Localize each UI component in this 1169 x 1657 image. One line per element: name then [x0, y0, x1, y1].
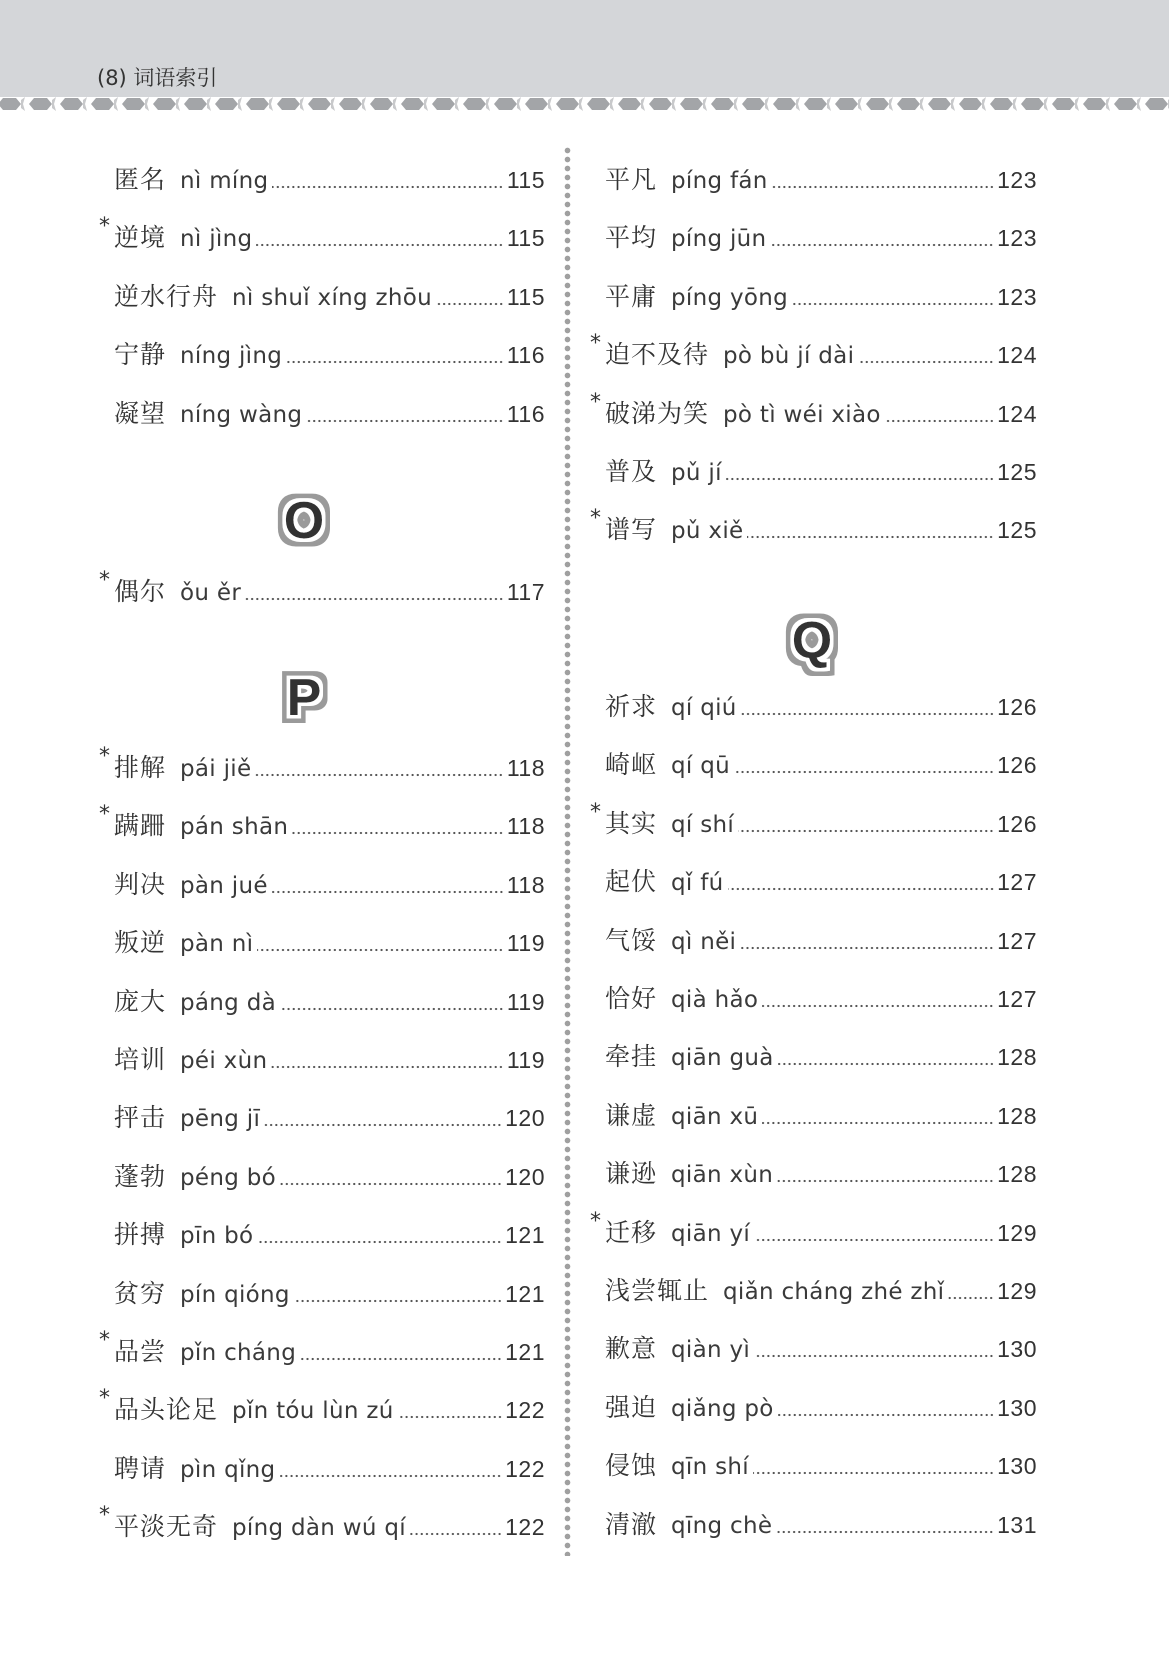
index-entry [114, 1157, 545, 1197]
dot-leader [740, 945, 994, 951]
index-entry [605, 1388, 1037, 1428]
entry-pinyin: páng dà [180, 989, 276, 1016]
section-letter: O [283, 492, 325, 550]
entry-page-number: 121 [505, 1222, 545, 1249]
index-entry [605, 452, 1037, 492]
index-entry [605, 160, 1037, 200]
entry-word: 偶尔 [114, 577, 167, 606]
entry-page-number: 119 [506, 930, 545, 957]
index-entry [114, 982, 545, 1022]
entry-word: 祈求 [605, 692, 658, 721]
dot-leader [792, 301, 994, 307]
entry-word: 贫穷 [114, 1278, 167, 1308]
entry-pinyin: pín qióng [180, 1281, 290, 1308]
entry-pinyin: qí shí [671, 811, 735, 838]
entry-pinyin: qià hǎo [671, 987, 759, 1013]
entry-word: 强迫 [605, 1392, 658, 1422]
entry-page-number: 126 [997, 752, 1037, 779]
entry-pinyin: qí qiú [671, 695, 737, 721]
entry-pinyin: pàn nì [180, 931, 254, 958]
entry-page-number: 122 [505, 1455, 545, 1482]
entry-page-number: 128 [997, 1161, 1037, 1188]
entry-word: 迫不及待 [605, 340, 710, 370]
index-entry [114, 865, 545, 905]
index-entry [114, 1040, 545, 1080]
entry-word: 凝望 [114, 398, 167, 428]
index-entry [114, 394, 545, 434]
entry-pinyin: níng wàng [180, 401, 303, 428]
entry-pinyin: qiān xū [671, 1103, 759, 1130]
asterisk-mark: * [590, 389, 601, 415]
index-entry [114, 277, 545, 317]
entry-pinyin: qiān guà [671, 1045, 774, 1072]
entry-page-number: 120 [505, 1105, 545, 1132]
entry-pinyin: pìn qǐng [180, 1456, 276, 1483]
dot-leader [885, 418, 994, 424]
entry-pinyin: pán shān [180, 814, 289, 841]
entry-pinyin: qí qū [671, 753, 730, 780]
index-column-right [590, 0, 1037, 1657]
dot-leader [292, 830, 504, 836]
dot-leader [300, 1356, 502, 1362]
index-entry [99, 744, 545, 788]
entry-pinyin: péng bó [180, 1164, 277, 1191]
index-entry [590, 799, 1037, 844]
entry-page-number: 124 [997, 400, 1037, 427]
entry-page-number: 123 [997, 283, 1037, 310]
entry-pinyin: nì jìng [180, 226, 253, 253]
entry-page-number: 121 [505, 1339, 545, 1365]
dot-leader [762, 1003, 994, 1009]
index-entry [114, 1098, 545, 1138]
entry-word: 拼搏 [114, 1220, 167, 1250]
asterisk-mark: * [99, 214, 110, 240]
entry-word: 平淡无奇 [114, 1512, 219, 1542]
entry-page-number: 116 [506, 342, 545, 369]
entry-word: 谱写 [605, 515, 658, 545]
dot-leader [753, 1470, 994, 1476]
entry-pinyin: píng dàn wú qí [232, 1515, 406, 1542]
index-entry [114, 1215, 545, 1255]
dot-leader [738, 828, 994, 834]
column-divider [564, 146, 571, 1556]
entry-word: 气馁 [605, 925, 658, 955]
entry-word: 迁移 [605, 1217, 658, 1247]
entry-page-number: 126 [997, 694, 1037, 720]
dot-leader [948, 1295, 994, 1301]
dot-leader [747, 534, 994, 540]
asterisk-mark: * [590, 799, 601, 825]
entry-pinyin: qǐ fú [671, 870, 724, 897]
index-entry [605, 687, 1037, 727]
asterisk-mark: * [590, 506, 601, 532]
entry-page-number: 123 [997, 167, 1037, 193]
dot-leader [777, 1178, 994, 1184]
index-entry [99, 1503, 545, 1547]
entry-page-number: 128 [997, 1102, 1037, 1129]
entry-word: 浅尝辄止 [605, 1276, 710, 1305]
index-entry [605, 277, 1037, 317]
entry-page-number: 115 [506, 283, 545, 310]
entry-word: 平均 [605, 223, 658, 253]
entry-word: 匿名 [114, 165, 167, 194]
dot-leader [279, 1473, 502, 1479]
dot-leader [762, 1120, 994, 1126]
entry-pinyin: qiān yí [671, 1220, 751, 1247]
entry-word: 蓬勃 [114, 1161, 167, 1191]
index-column-left [99, 0, 545, 1657]
entry-page-number: 119 [506, 1047, 545, 1073]
entry-word: 牵挂 [605, 1042, 658, 1072]
entry-word: 普及 [605, 457, 658, 486]
dot-leader [294, 1298, 502, 1304]
entry-page-number: 125 [997, 517, 1037, 544]
entry-pinyin: qì něi [671, 928, 737, 955]
index-entry [99, 1328, 545, 1372]
entry-page-number: 130 [997, 1394, 1037, 1421]
entry-word: 平庸 [605, 281, 658, 311]
dot-leader [410, 1531, 502, 1537]
index-entry [590, 506, 1037, 550]
index-entry [605, 1329, 1037, 1369]
asterisk-mark: * [99, 1503, 110, 1529]
asterisk-mark: * [99, 744, 110, 769]
entry-pinyin: qiǎng pò [671, 1395, 774, 1422]
entry-pinyin: péi xùn [180, 1048, 268, 1074]
asterisk-mark: * [99, 802, 110, 828]
asterisk-mark: * [590, 331, 601, 357]
header-title: (8) 词语索引 [97, 66, 218, 90]
dot-leader [245, 596, 504, 602]
entry-pinyin: pò bù jí dài [723, 343, 855, 370]
entry-pinyin: qiān xùn [671, 1162, 774, 1189]
entry-page-number: 127 [997, 986, 1037, 1012]
entry-page-number: 122 [505, 1397, 545, 1424]
index-entry [605, 218, 1037, 258]
index-entry [605, 1037, 1037, 1077]
entry-pinyin: qiǎn cháng zhé zhǐ [723, 1279, 945, 1305]
entry-page-number: 117 [506, 579, 545, 605]
asterisk-mark: * [99, 1386, 110, 1412]
dot-leader [754, 1353, 994, 1359]
dot-leader [728, 886, 995, 892]
entry-page-number: 116 [506, 400, 545, 427]
entry-page-number: 130 [997, 1453, 1037, 1480]
entry-pinyin: pái jiě [180, 756, 252, 782]
dot-leader [272, 184, 503, 190]
entry-word: 逆水行舟 [114, 281, 219, 311]
entry-word: 其实 [605, 808, 658, 838]
dot-leader [255, 772, 503, 778]
entry-pinyin: níng jìng [180, 343, 283, 370]
asterisk-mark: * [99, 1328, 110, 1353]
entry-page-number: 115 [506, 167, 545, 193]
entry-page-number: 115 [506, 225, 545, 252]
section-letter-badge [264, 480, 344, 560]
index-entry [605, 1096, 1037, 1136]
index-entry [605, 862, 1037, 902]
index-entry [605, 745, 1037, 785]
index-entry [99, 214, 545, 258]
dot-leader [436, 301, 504, 307]
entry-word: 谦虚 [605, 1100, 658, 1130]
entry-page-number: 126 [997, 810, 1037, 837]
entry-page-number: 125 [997, 459, 1037, 485]
asterisk-mark: * [590, 1208, 601, 1234]
entry-word: 平凡 [605, 165, 658, 194]
dot-leader [741, 711, 994, 717]
dot-leader [306, 418, 504, 424]
entry-page-number: 128 [997, 1044, 1037, 1071]
dot-leader [778, 1412, 994, 1418]
entry-page-number: 123 [997, 225, 1037, 252]
entry-pinyin: qīn shí [671, 1454, 749, 1481]
entry-page-number: 121 [505, 1280, 545, 1307]
dot-leader [858, 359, 994, 365]
entry-pinyin: pǐn cháng [180, 1340, 297, 1366]
section-letter-badge [264, 657, 344, 737]
entry-pinyin: píng jūn [671, 226, 767, 253]
entry-page-number: 122 [505, 1514, 545, 1541]
entry-word: 破涕为笑 [605, 398, 710, 428]
entry-word: 起伏 [605, 867, 658, 897]
dot-leader [286, 359, 504, 365]
entry-word: 谦逊 [605, 1159, 658, 1189]
dot-leader [754, 1237, 994, 1243]
entry-pinyin: pǐn tóu lùn zú [232, 1398, 394, 1425]
entry-page-number: 127 [997, 869, 1037, 896]
entry-page-number: 124 [997, 342, 1037, 369]
entry-word: 排解 [114, 753, 167, 782]
entry-word: 清澈 [605, 1509, 658, 1539]
entry-word: 判决 [114, 869, 167, 899]
section-letter-badge [772, 600, 852, 680]
index-entry [114, 1449, 545, 1489]
index-entry [99, 568, 545, 612]
asterisk-mark: * [99, 568, 110, 593]
entry-pinyin: pēng jī [180, 1106, 261, 1133]
entry-pinyin: qiàn yì [671, 1337, 751, 1364]
entry-word: 宁静 [114, 340, 167, 370]
entry-pinyin: pǔ jí [671, 460, 722, 486]
index-entry [605, 1271, 1037, 1311]
index-entry [590, 331, 1037, 375]
entry-page-number: 118 [506, 813, 545, 840]
entry-page-number: 129 [997, 1219, 1037, 1246]
entry-pinyin: qīng chè [671, 1512, 773, 1539]
dot-leader [776, 1529, 994, 1535]
index-entry [605, 1154, 1037, 1194]
dot-leader [272, 889, 504, 895]
entry-word: 培训 [114, 1045, 167, 1074]
entry-pinyin: pàn jué [180, 872, 268, 899]
index-entry [114, 160, 545, 200]
entry-page-number: 119 [506, 988, 545, 1015]
index-entry [99, 802, 545, 846]
entry-page-number: 129 [997, 1278, 1037, 1304]
entry-page-number: 130 [997, 1336, 1037, 1363]
entry-word: 恰好 [605, 984, 658, 1013]
dot-leader [264, 1122, 502, 1128]
entry-pinyin: nì shuǐ xíng zhōu [232, 284, 433, 311]
index-entry [590, 1208, 1037, 1253]
entry-word: 品头论足 [114, 1395, 219, 1425]
dot-leader [398, 1414, 503, 1420]
dot-leader [778, 1061, 994, 1067]
dot-leader [257, 947, 503, 953]
entry-word: 抨击 [114, 1103, 167, 1133]
entry-pinyin: pīn bó [180, 1223, 254, 1250]
entry-pinyin: píng yōng [671, 284, 789, 311]
index-entry [114, 1274, 545, 1314]
entry-word: 蹒跚 [114, 811, 167, 841]
dot-leader [280, 1181, 502, 1187]
entry-pinyin: nì míng [180, 168, 269, 194]
entry-word: 聘请 [114, 1453, 167, 1483]
index-entry [114, 923, 545, 963]
dot-leader [280, 1006, 504, 1012]
entry-pinyin: pò tì wéi xiào [723, 401, 881, 428]
index-entry [605, 979, 1037, 1019]
index-entry [590, 389, 1037, 434]
entry-word: 叛逆 [114, 928, 167, 958]
entry-page-number: 118 [506, 755, 545, 781]
dot-leader [726, 476, 994, 482]
entry-page-number: 118 [506, 871, 545, 898]
entry-word: 歉意 [605, 1334, 658, 1364]
entry-pinyin: píng fán [671, 168, 768, 194]
entry-word: 庞大 [114, 986, 167, 1016]
entry-pinyin: pǔ xiě [671, 518, 744, 545]
dot-leader [772, 184, 994, 190]
dot-leader [257, 1239, 502, 1245]
entry-page-number: 127 [997, 927, 1037, 954]
index-entry [605, 1505, 1037, 1545]
index-entry [605, 1446, 1037, 1486]
index-entry [114, 335, 545, 375]
entry-word: 逆境 [114, 223, 167, 253]
entry-word: 侵蚀 [605, 1451, 658, 1481]
dot-leader [734, 769, 994, 775]
section-letter: Q [791, 612, 833, 670]
section-letter: P [286, 669, 322, 727]
dot-leader [256, 242, 503, 248]
entry-word: 崎岖 [605, 750, 658, 780]
index-entry [99, 1386, 545, 1430]
entry-page-number: 131 [997, 1511, 1037, 1538]
entry-pinyin: ǒu ěr [180, 580, 242, 606]
entry-word: 品尝 [114, 1337, 167, 1366]
entry-page-number: 120 [505, 1163, 545, 1190]
index-entry [605, 921, 1037, 961]
dot-leader [271, 1064, 503, 1070]
dot-leader [770, 242, 994, 248]
